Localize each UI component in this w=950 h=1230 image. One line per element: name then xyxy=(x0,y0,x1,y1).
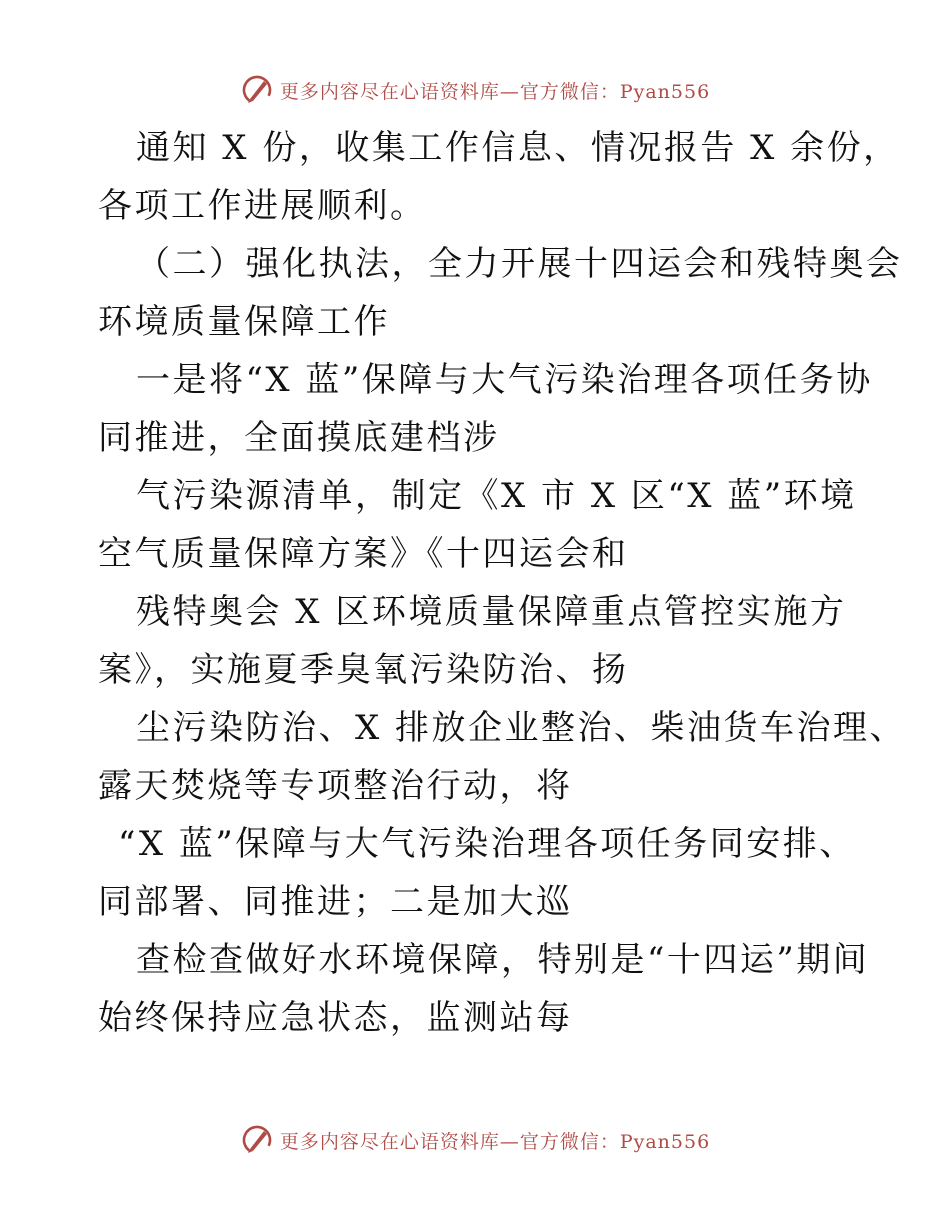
paragraph-6-line-2: 露天焚烧等专项整治行动，将 xyxy=(98,766,573,806)
paragraph-5-line-1: 残特奥会 X 区环境质量保障重点管控实施方 xyxy=(136,592,847,632)
paragraph-3-line-2: 同推进，全面摸底建档涉 xyxy=(98,418,500,458)
paragraph-2-line-1: （二）强化执法，全力开展十四运会和残特奥会 xyxy=(136,244,903,284)
paragraph-8-line-1: 查检查做好水环境保障，特别是“十四运”期间 xyxy=(136,940,870,980)
paragraph-2-line-2: 环境质量保障工作 xyxy=(98,302,390,342)
watermark-text: 更多内容尽在心语资料库—官方微信：Pyan556 xyxy=(279,1130,711,1153)
paragraph-1-line-2: 各项工作进展顺利。 xyxy=(98,186,427,226)
paragraph-4-line-2: 空气质量保障方案》《十四运会和 xyxy=(98,534,629,574)
header-watermark xyxy=(0,70,950,110)
paragraph-7-line-1: “X 蓝”保障与大气污染治理各项任务同安排、 xyxy=(118,824,856,864)
watermark-text: 更多内容尽在心语资料库—官方微信：Pyan556 xyxy=(279,80,711,103)
paragraph-5-line-2: 案》，实施夏季臭氧污染防治、扬 xyxy=(98,650,629,690)
pen-logo-icon xyxy=(240,1123,274,1157)
paragraph-4-line-1: 气污染源清单，制定《X 市 X 区“X 蓝”环境 xyxy=(136,476,857,516)
footer-watermark xyxy=(0,1120,950,1160)
paragraph-7-line-2: 同部署、同推进；二是加大巡 xyxy=(98,882,573,922)
paragraph-1-line-1: 通知 X 份，收集工作信息、情况报告 X 余份， xyxy=(136,128,900,168)
pen-logo-icon xyxy=(240,73,274,107)
paragraph-8-line-2: 始终保持应急状态，监测站每 xyxy=(98,998,573,1038)
paragraph-6-line-1: 尘污染防治、X 排放企业整治、柴油货车治理、 xyxy=(136,708,907,748)
paragraph-3-line-1: 一是将“X 蓝”保障与大气污染治理各项任务协 xyxy=(136,360,873,400)
